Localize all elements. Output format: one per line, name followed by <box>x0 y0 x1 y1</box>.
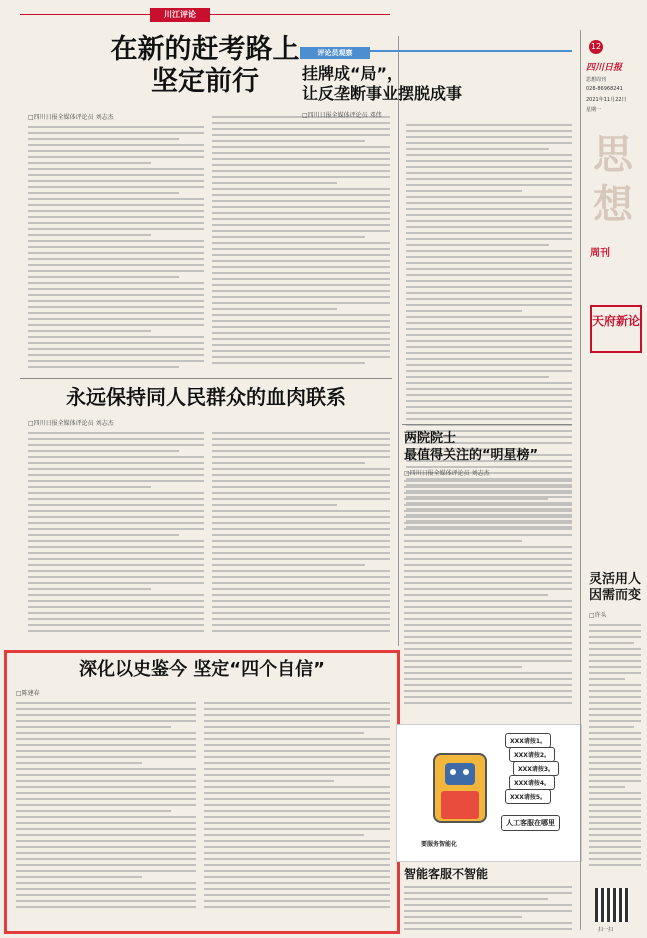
article1-body-col2 <box>212 116 390 368</box>
edition-label: 思想周刊 <box>586 77 607 83</box>
article1-byline: □四川日报全媒体评论员 刘志杰 <box>28 114 114 121</box>
mid-article1-title-line2: 让反垄断事业摆脱成事 <box>302 84 463 103</box>
right-column-title-line2: 因需而变 <box>589 588 642 603</box>
cartoon-bubble: XXX请按3。 <box>513 761 559 776</box>
section-title-sixiang: 思想 <box>593 131 633 228</box>
paper-name: 四川日报 <box>586 63 623 73</box>
mid-article2-byline: □四川日报全媒体评论员 刘志杰 <box>404 470 490 477</box>
phone-number: 028-86968241 <box>586 86 623 92</box>
article1-title-line2: 坚定前行 <box>151 66 259 97</box>
right-column-title <box>589 572 641 604</box>
column-divider <box>580 30 581 930</box>
article1-title-line1: 在新的赶考路上 <box>110 34 300 65</box>
right-column-body <box>589 624 641 870</box>
mid-article2-title-line2: 最值得关注的“明星榜” <box>404 448 539 463</box>
issue-date: 2021年11月22日 <box>586 97 627 103</box>
mid-article1-title-line1: 挂牌成“局”， <box>302 64 404 83</box>
cartoon-callout: 人工客服在哪里 <box>501 815 560 831</box>
mid-article2-title-line1: 两院院士 <box>404 431 457 446</box>
mid-article1-title <box>302 64 572 104</box>
article1-body-col1 <box>28 126 204 372</box>
column-divider <box>398 36 399 646</box>
cartoon-bubble: XXX请按4。 <box>509 775 555 790</box>
article2-title: 永远保持同人民群众的血肉联系 <box>66 385 346 409</box>
cartoon-caption: 要服务智能化 <box>421 841 458 848</box>
issue-weekday: 星期一 <box>586 107 602 113</box>
article2-body-col1 <box>28 432 204 636</box>
page-number-badge: 12 <box>589 40 603 54</box>
divider <box>402 424 572 425</box>
cartoon-illustration <box>396 724 582 862</box>
article3-body-col2 <box>204 702 390 912</box>
qr-label: 扫一扫 <box>598 927 614 933</box>
cartoon-bubble: XXX请按1。 <box>505 733 551 748</box>
article3-title: 深化以史鉴今 坚定“四个自信” <box>79 659 325 680</box>
section-tag-observer: 评论员观察 <box>300 47 370 59</box>
article2-body-col2 <box>212 432 390 636</box>
tianfu-stamp: 天府新论 <box>590 305 642 353</box>
cartoon-bubble: XXX请按2。 <box>509 747 555 762</box>
mid-article2-title <box>404 430 574 464</box>
mid-article3-body <box>404 886 572 934</box>
cartoon-bubble: XXX请按5。 <box>505 789 551 804</box>
article2-byline: □四川日报全媒体评论员 刘志杰 <box>28 420 114 427</box>
article3-body-col1 <box>16 702 196 912</box>
weekly-label: 周刊 <box>590 248 610 259</box>
robot-icon <box>433 753 487 823</box>
section-tag-chuanjiang: 川江评论 <box>150 8 210 22</box>
qr-code <box>595 888 629 922</box>
article3-byline: □陈建春 <box>16 690 40 697</box>
mid-article1-byline: □四川日报全媒体评论员 邓伟 <box>302 112 382 119</box>
mid-article2-body <box>404 480 572 708</box>
right-column-byline: □许头 <box>589 612 607 619</box>
mid-article3-title: 智能客服不智能 <box>404 867 489 881</box>
right-column-title-line1: 灵活用人 <box>589 572 642 587</box>
divider <box>20 378 392 379</box>
